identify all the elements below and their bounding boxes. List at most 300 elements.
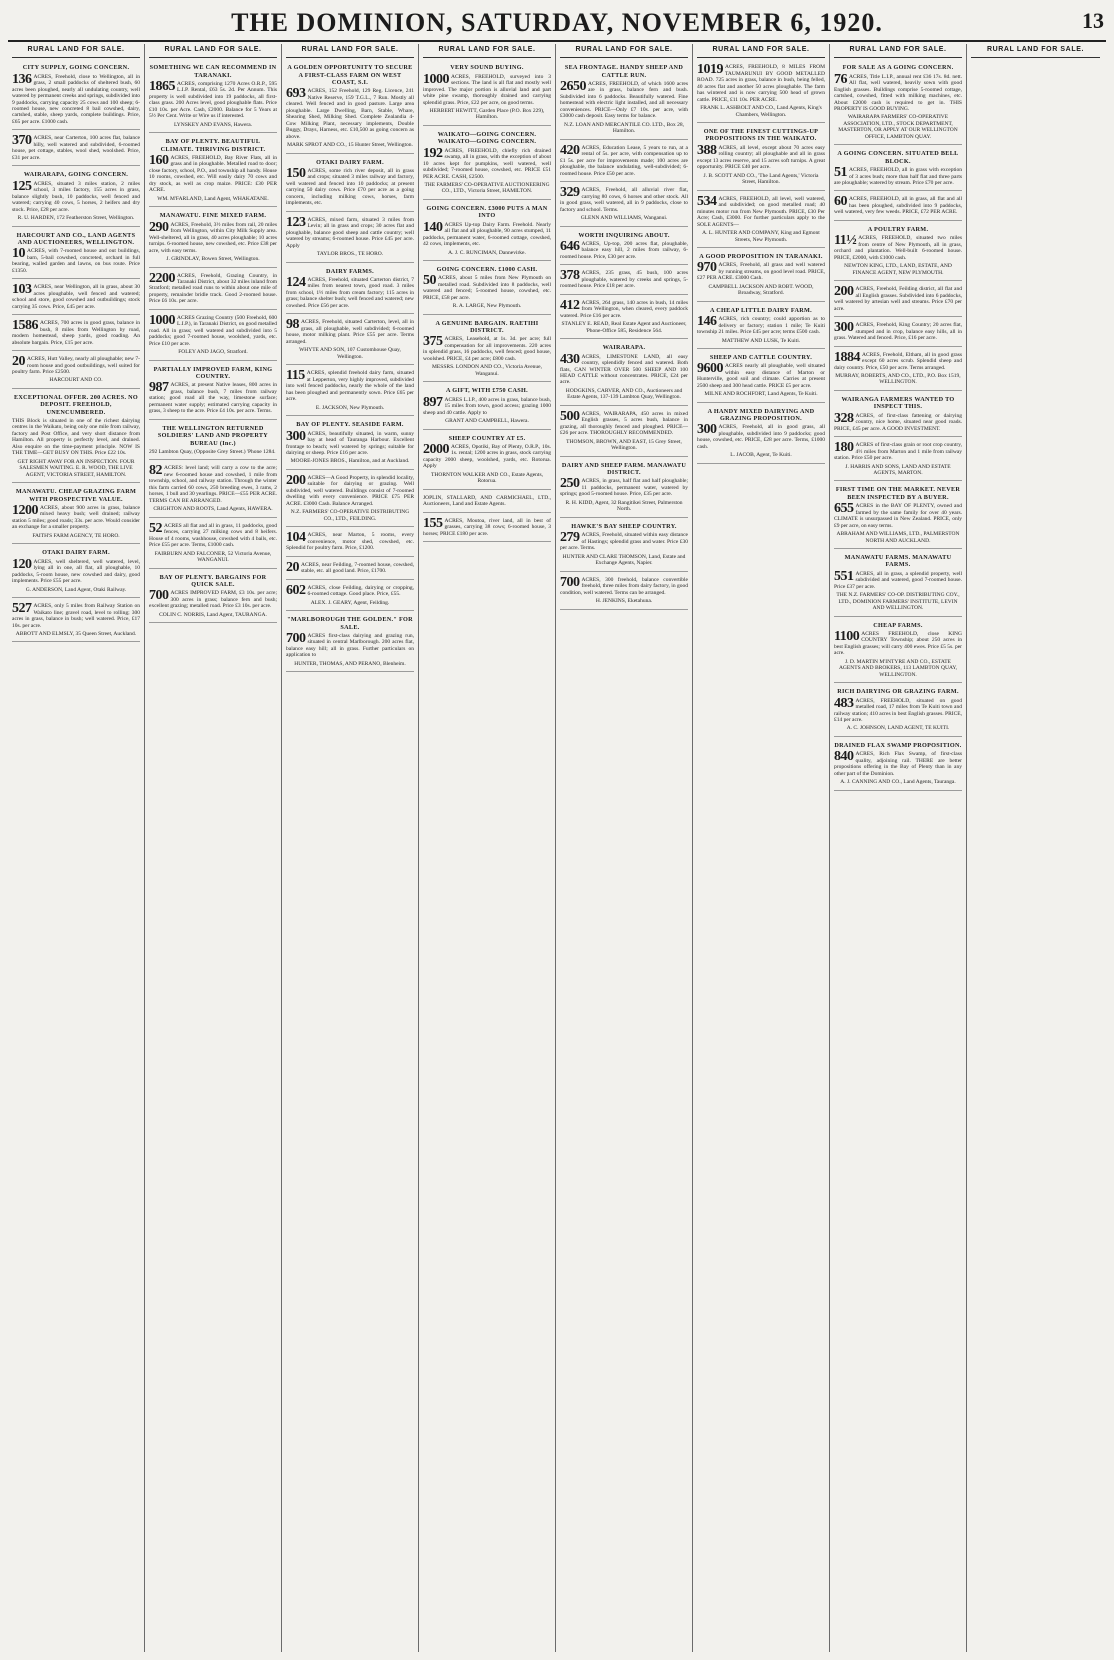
ad-agent: COLIN C. NORRIS, Land Agent, TAURANGA. [159, 611, 267, 618]
ad-text: ACRES, Opotiki, Bay of Plenty, O.R.P., 10s. 1s. rental; 1200 acres in grass, stock carrying capacity 2000 sheep, woolshed, yards, etc. Rotorua. Apply [423, 443, 551, 470]
ad-text: ACRES in the BAY OF PLENTY, owned and farmed by the same family for over 40 years. CLIMATE is unsurpassed in New Zealand. PRICE, only £9 per acre, on easy terms. [834, 503, 962, 529]
ad-text: ACRES, FREEHOLD, situated on good metalled road, 17 miles from Te Kuiti town and railway station; 410 acres in best English grasses. PRICE, £14 per acre. [834, 697, 962, 723]
acreage-figure: 279 [560, 530, 580, 546]
ad-heading: A CHEAP LITTLE DAIRY FARM. [710, 306, 812, 314]
ad-body [834, 503, 962, 529]
acreage-figure: 2200 [149, 270, 175, 286]
acreage-figure: 328 [834, 410, 854, 426]
ad-body [12, 248, 140, 274]
ad-text: ACRES Grazing Country (500 Freehold, 600 L.I.P.), in Taranaki District, on good metalled road. All in grass; well watered and subdivided into 5 paddocks; good 7-roomed house, woolshed, yards, etc. Price £10 per acre. [149, 314, 277, 347]
classified-ad [423, 432, 551, 490]
classified-ad [834, 739, 962, 791]
classified-ad [834, 283, 962, 317]
ad-heading: VERY SOUND BUYING. [450, 64, 524, 72]
ad-body [286, 582, 414, 598]
ad-text: ACRES, beautifully situated, in warm, sunny bay at head of Tauranga Harbour. Excellent frontage to beach; well watered by springs; suitable for dairying or sheep. Price £16 per acre. [286, 430, 414, 456]
acreage-figure: 10 [12, 246, 25, 262]
ad-agent: FAIRBURN AND FALCONER, 52 Victoria Avenue, WANGANUI. [154, 550, 272, 564]
acreage-figure: 483 [834, 695, 854, 711]
classified-ad [560, 341, 688, 406]
ad-text: ACRES, LIMESTONE LAND, all easy country, splendidly fenced and watered. Both flats, CAN WINTER OVER 500 SHEEP AND 100 HEAD CATTLE without concentrates. PRICE, £24 per acre. [560, 353, 688, 386]
classified-ad [834, 619, 962, 684]
column-header: RURAL LAND FOR SALE. [423, 44, 551, 58]
ad-body [423, 145, 551, 180]
ad-body [286, 559, 414, 575]
ad-body [286, 274, 414, 309]
acreage-figure: 646 [560, 238, 580, 254]
ad-text: ACRES first-class dairying and grazing run, situated in central Marlborough. 200 acres flat, balance easy hill; all in grass. Further particulars on application to [286, 632, 414, 659]
ad-text: ACRES, FREEHOLD, chiefly rich drained swamp, all in grass, with the exception of about 10 acres kept for pumpkins, well watered, well subdivided; 7-roomed house, cowshed, etc. PRICE £51 PER ACRE. CASH, £2500. [423, 147, 551, 180]
ad-heading: ONE OF THE FINEST CUTTINGS-UP PROPOSITIONS IN THE WAIKATO. [703, 128, 819, 143]
ad-text: ACRES, of first-class fattening or dairying country, nice home, situated near good roads. PRICE, £45 per acre. A GOOD INVESTMENT. [834, 412, 962, 432]
acreage-figure: 51 [834, 165, 847, 181]
classified-ad [834, 393, 962, 437]
classified-ad [560, 459, 688, 518]
classified-ad [697, 193, 825, 248]
classified-ad [286, 214, 414, 263]
ad-agent: R. U. HARDEN, 172 Featherston Street, Wellington. [17, 215, 135, 222]
ad-text: ACRES, Freehold, all in good grass, all ploughable, subdivided into 9 paddocks; good house, cowshed, etc. PRICE, £28 per acre. Terms, £1000 cash. [697, 424, 825, 450]
ad-text: ACRES, Rich Flax Swamp, of first-class quality, adjoining rail. THERE are better propositions offering in the Bay of Plenty than in any other part of the Dominion. [834, 751, 962, 777]
ad-body [834, 235, 962, 261]
ad-heading: A GIFT, WITH £750 CASH. [446, 387, 528, 395]
ad-heading: FIRST TIME ON THE MARKET. NEVER BEEN INSPECTED BY A BUYER. [835, 486, 961, 501]
acreage-figure: 430 [560, 351, 580, 367]
ad-text: ACRES, FREEHOLD, situated two miles from centre of New Plymouth, all in grass, orchard and plantation. Well-built 6-roomed house. PRICE, £2000, with £1000 cash. [834, 235, 962, 261]
ad-heading: RICH DAIRYING OR GRAZING FARM. [837, 688, 959, 696]
classified-ad [423, 384, 551, 429]
acreage-figure: 115 [286, 368, 305, 384]
ad-heading: BAY OF PLENTY. BARGAINS FOR QUICK SALE. [159, 573, 267, 588]
acreage-figure: 20 [286, 559, 299, 575]
classified-ad [286, 559, 414, 580]
ad-text: ACRES, 300 freehold, balance convertible freehold, three miles from dairy factory, in good condition, well watered. Terms can be arranged. [560, 576, 688, 596]
ad-agent: L. JACOB, Agent, Te Kuiti. [730, 452, 792, 459]
ad-heading: SEA FRONTAGE. HANDY SHEEP AND CATTLE RUN. [564, 64, 684, 79]
ad-text: ACRES, about 5 miles from New Plymouth on metalled road. Subdivided into 8 paddocks, well watered and fenced; 5-roomed house, cowshed, etc. PRICE, £58 per acre. [423, 275, 551, 301]
ad-body [697, 316, 825, 335]
column-4 [419, 44, 556, 1652]
ad-text: ACRES, Freehold, close to Wellington, all in grass, 2 small paddocks of sheltered bush, 60 acres been ploughed, nearly all undulating country, well watered by permanent creeks and springs, subdivided into 9 paddocks, carrying capacity 25 cows and 100 sheep; 6-roomed house, new concreted 8 bail cowshed, dairy, cartshed, stable, sheep yards, complete buildings. Price, £65 per acre. £1000 cash. [12, 73, 140, 125]
ad-agent: THE FARMERS' CO-OPERATIVE AUCTIONEERING CO., LTD., Victoria Street, HAMILTON. [424, 182, 550, 195]
ad-text: ACRES, FREEHOLD, surveyed into 3 sections. The land is all flat and mostly well improved. The major portion is alluvial land and part white pine swamp, thoroughly drained and carrying splendid grass. Price, £22 per acre, on good terms. [423, 73, 551, 106]
classified-ad [286, 61, 414, 153]
ad-agent: J. B. SCOTT AND CO., 'The Land Agents,' Victoria Street, Hamilton. [703, 172, 819, 186]
ad-text: THIS Block is situated in one of the richest dairying centres in the Waikato, being only one mile from railway, factory and Post Office, and very short distance from Hamilton. All property is perfectly level, and drained. Also enquire on the time-payment principle. NOW IS THE TIME—GET BUSY ON THIS. Price £22 10s. [12, 417, 140, 457]
ad-body [834, 628, 962, 657]
ad-agent: WM. M'FARLAND, Land Agent, WHAKATANE. [157, 195, 269, 202]
column-5 [556, 44, 693, 1652]
ad-body [149, 78, 277, 120]
classified-ad [12, 353, 140, 389]
ad-agent: LYNSKEY AND EVANS, Hawera. [173, 121, 253, 128]
classified-ad [12, 61, 140, 130]
ad-agent: CRIGHTON AND ROOTS, Land Agents, HAWERA. [153, 506, 273, 513]
ad-agent: MARK SPROT AND CO., 15 Hunter Street, Wellington. [287, 142, 413, 149]
ad-agent: A. J. C. RUNCIMAN, Dannevirke. [448, 249, 526, 256]
acreage-figure: 76 [834, 71, 847, 87]
acreage-figure: 290 [149, 219, 169, 235]
ad-body [423, 441, 551, 470]
ad-body [12, 284, 140, 310]
acreage-figure: 140 [423, 219, 443, 235]
ad-text: ACRES, Up-top, 200 acres flat, ploughable, balance easy hill, 2 miles from railway, 6-roomed house. Price, £30 per acre. [560, 240, 688, 260]
ad-heading: HARCOURT AND CO., LAND AGENTS AND AUCTIONEERS, WELLINGTON. [16, 231, 136, 246]
acreage-figure: 125 [12, 178, 32, 194]
acreage-figure: 82 [149, 463, 162, 479]
classified-ad [12, 546, 140, 598]
ad-body [286, 472, 414, 507]
ad-text: ACRES, 264 grass, 140 acres in bush, 14 miles from Wellington, when cleared, every paddock watered. Price £16 per acre. [560, 299, 688, 319]
classified-ad [423, 492, 551, 513]
ad-text: ACRES, comprising 1270 Acres O.R.P., 595 L.I.P. Rental, £63 5s. 2d. Per Annum. This property is well subdivided into 19 paddocks, all first-class grass. 200 Acres level, good ploughable flats. Price £10 10s. per Acre. Cash, £2000. Balance for 5 Years at 5½ Per Cent. Write or Wire us if interested. [149, 80, 277, 120]
classified-ad [834, 223, 962, 281]
classified-ad [560, 184, 688, 226]
classified-ad [560, 574, 688, 610]
acreage-figure: 11½ [834, 233, 857, 249]
ad-text: ACRES: level land; will carry a cow to the acre; new 6-roomed house and cowshed, 1 mile from township, school, and railway station. Through the winter this farm carried 60 cows, 250 breeding ewes, 3 rams, 2 horses, 1 bull and 30 yearlings. PRICE—£55 PER ACRE. TERMS CAN BE ARRANGED. [149, 465, 277, 504]
ad-body [286, 88, 414, 140]
ad-agent: CAMPBELL JACKSON AND ROBT. WOOD, Broadway, Stratford. [708, 283, 814, 297]
acreage-figure: 200 [834, 284, 854, 300]
acreage-figure: 1000 [149, 312, 175, 328]
ad-heading: DAIRY FARMS. [325, 267, 375, 275]
acreage-figure: 329 [560, 185, 580, 201]
acreage-figure: 60 [834, 194, 847, 210]
classified-ad [286, 472, 414, 527]
ad-body [12, 178, 140, 213]
acreage-figure: 378 [560, 268, 580, 284]
classified-ad [423, 317, 551, 383]
ad-body [560, 532, 688, 551]
classified-ad [560, 61, 688, 140]
ad-heading: MANAWATU. CHEAP GRAZING FARM WITH PROSPECTIVE VALUE. [15, 488, 137, 503]
acreage-figure: 500 [560, 408, 580, 424]
acreage-figure: 897 [423, 394, 443, 410]
classified-ad [286, 582, 414, 611]
column-3 [282, 44, 419, 1652]
acreage-figure: 300 [697, 422, 717, 438]
classified-ad [697, 61, 825, 123]
ad-body [149, 590, 277, 609]
ad-agent: WAIRARAPA FARMERS' CO-OPERATIVE ASSOCIATION, LTD., STOCK DEPARTMENT, MASTERTON, OR APPLY AT OUR WELLINGTON OFFICE, LAMBTON QUAY. [838, 114, 958, 140]
ad-body [286, 370, 414, 402]
column-header: RURAL LAND FOR SALE. [697, 44, 825, 58]
ad-agent: R. A. LARGE, New Plymouth. [452, 303, 522, 310]
classified-ad [286, 367, 414, 416]
ad-body [286, 165, 414, 207]
classified-ad [286, 529, 414, 556]
ad-heading: GOING CONCERN. £3000 PUTS A MAN INTO [426, 204, 548, 220]
acreage-figure: 180 [834, 440, 854, 456]
ad-heading: SHEEP AND CATTLE COUNTRY. [709, 354, 813, 362]
ad-body [286, 630, 414, 659]
acreage-figure: 700 [149, 588, 169, 604]
ad-body [149, 270, 277, 305]
classified-ad [12, 485, 140, 544]
column-header: RURAL LAND FOR SALE. [560, 44, 688, 58]
ad-text: ACRES Up-top Dairy Farm. Freehold. Nearly all flat and all ploughable, 90 acres stumped, 11 paddocks, permanent water, 6-roomed cottage, cowshed, 42 cows, implements, etc. [423, 221, 551, 248]
ad-agent: GRANT AND CAMPBELL, Hawera. [445, 418, 529, 425]
classified-ad [12, 600, 140, 642]
classified-ad [149, 135, 277, 207]
ad-text: ACRES, 700 acres in good grass, balance in bush, 8 miles from Wellington by road, modern homestead, sheep yards, good roading. An absolute bargain. Price, £15 per acre. [12, 320, 140, 346]
ad-text: ACRES, only 5 miles from Railway Station on Waikato line; gravel road, level to rolling; 300 acres in grass, balance in bush; well watered. Price, £17 10s. per acre. [12, 603, 140, 629]
ad-body [697, 142, 825, 171]
acreage-figure: 527 [12, 601, 32, 617]
ad-text: ACRES, Freehold, King Country; 20 acres flat, stumped and in crop, balance easy hills, all in grass. Watered and fenced. Price, £16 per acre. [834, 322, 962, 342]
ad-text: ACRES, FREEHOLD, Bay River Flats, all in grass and in ploughable. Metalled road to door; close factory, school, P.O., and township all handy. House 10 rooms, cowshed, etc. Will easily dairy 70 cows and dry stock, as well as crop maize. PRICE: £30 PER ACRE. [149, 154, 277, 194]
classified-ad [149, 270, 277, 310]
ad-heading: MANAWATU FARMS. MANAWATU FARMS. [844, 554, 952, 569]
classified-ad [12, 391, 140, 483]
ad-text: ACRES, FREEHOLD, 8 MILES FROM TAUMARUNUI BY GOOD METALLED ROAD. 725 acres in grass, balance in bush, being felled, 40 acres flat and another 50 acres ploughable. The farm has wintered and is now carrying 500 head of grown cattle. PRICE, £11 10s. PER ACRE. [697, 64, 825, 103]
classified-ad [834, 61, 962, 145]
classified-ad [423, 128, 551, 200]
ad-agent: A. J. CANNING AND CO., Land Agents, Tauranga. [840, 779, 956, 786]
ad-text: ACRES, 152 Freehold, 129 Reg. Licence, 241 Native Reserve, 159 T.G.L., 7 Run. Mostly all cleared. Well fenced and in good pasture. Large area ploughable. Large Dwelling, Barn, Stable, Whare, Shearing Shed, Milking Shed. Complete Zealandia 4-Cow Milking Plant, necessary implements, Double Buggy, Drays, Harness, etc. £10,500 as going concern as above. [286, 88, 414, 140]
ad-text: ACRES, splendid freehold dairy farm, situated at Lepperton, very highly improved, subdivided into well fenced paddocks, nearly the whole of the land has been ploughed and permanently sown. Price £65 per acre. [286, 370, 414, 403]
column-header: RURAL LAND FOR SALE. [149, 44, 277, 58]
classified-ad [834, 349, 962, 391]
ad-body [12, 356, 140, 375]
ad-body [834, 167, 962, 186]
classified-ad [560, 297, 688, 339]
ad-heading: WAIRANGA FARMERS WANTED TO INSPECT THIS. [841, 395, 955, 411]
ad-body [12, 556, 140, 585]
ad-agent: N.Z. LOAN AND MERCANTILE CO. LTD., Box 28, Hamilton. [563, 121, 685, 135]
ad-heading: EXCEPTIONAL OFFER. 200 ACRES. NO DEPOSIT. FREEHOLD, UNENCUMBERED. [13, 393, 139, 416]
ad-text: ACRES, mixed farm, situated 3 miles from Levin; all in grass and crops; 30 acres flat and ploughable, balance good sheep and cattle country; well watered by streams; 6-roomed house. Price £45 per acre. Apply [286, 216, 414, 249]
ad-heading: BAY OF PLENTY. BEAUTIFUL CLIMATE. THRIVING DISTRICT. [160, 138, 266, 153]
acreage-figure: 50 [423, 273, 436, 289]
ad-text: ACRES, with 7-roomed house and out buildings, barn, 5-bail cowshed, concreted, orchard in full bearing, walled garden and lawns, on bus route. Price £1350. [12, 248, 140, 274]
newspaper-title: THE DOMINION, SATURDAY, NOVEMBER 6, 1920. [231, 8, 883, 37]
classified-ad [834, 439, 962, 481]
ad-heading: WAIKATO—GOING CONCERN. WAIKATO—GOING CONCERN. [437, 130, 537, 146]
ad-body [560, 297, 688, 319]
ad-text: ACRES, WAIRARAPA, 450 acres in mixed English grasses, 5 acres bush, balance in grazing, all thoroughly fenced and ploughed. PRICE—£26 per acre. THOROUGHLY RECOMMENDED. [560, 410, 688, 437]
acreage-figure: 1200 [12, 502, 38, 518]
ad-text: ACRES, Moutoa, river land, all in best of grasses, carrying 38 cows; 6-roomed house, 3 horses; PRICE £180 per acre. [423, 517, 551, 537]
classified-ad [286, 316, 414, 365]
ad-text: ACRES of first-class grain or root crop country, 4½ miles from Marton and 1 mile from railway station. Price £50 per acre. [834, 442, 962, 462]
ad-agent: THOMSON, BROWN, AND EAST, 15 Grey Street, Wellington. [566, 438, 682, 452]
ad-text: ACRES, rich country; could apportion as to delivery or factory; station 1 mile; Te Kuiti township 21 miles. Price £45 per acre; terms £500 cash. [697, 316, 825, 336]
ad-body [834, 349, 962, 371]
acreage-figure: 700 [560, 574, 580, 590]
ad-text: ACRES, situated 3 miles station, 2 miles school, 3 miles factory, 155 acres in grass, balance slightly bush, 10 paddocks, well fenced and watered; carrying 40 cows, 5 horses, 2 heifers and dry stock. Price, £28 per acre. [12, 180, 140, 213]
ad-body [149, 465, 277, 504]
ad-agent: HODGKINS, CARVER, AND CO., Auctioneers and Estate Agents, 137-139 Lambton Quay, Wellington. [565, 387, 683, 401]
masthead [8, 6, 1106, 42]
ad-text: ACRES, all level, except about 70 acres easy rolling country; all ploughable and all in grass except 13 acres reserve, and 15 acres soft turnips. A great opportunity. PRICE £40 per acre. [697, 144, 825, 171]
acreage-figure: 52 [149, 520, 162, 536]
ad-body [697, 193, 825, 228]
classified-ad [286, 418, 414, 470]
ad-body [423, 275, 551, 301]
classified-ad [834, 685, 962, 737]
ad-body [834, 286, 962, 312]
acreage-figure: 693 [286, 86, 306, 102]
ad-text: ACRES, FREEHOLD, all in grass with exception of 3 acres bush; more than half flat and three parts are ploughable; watered by stream. Price £70 per acre. [834, 167, 962, 186]
acreage-figure: 1884 [834, 349, 860, 365]
ad-text: ACRES all flat and all in grass, 11 paddocks, good fences, carrying 27 milking cows and 8 heifers. House of 4 rooms, washhouse, cowshed with 4 bails, etc. Price £55 per acre. Terms, £1000 cash. [149, 522, 277, 549]
classified-ad [12, 132, 140, 166]
ad-body [834, 71, 962, 113]
column-header: RURAL LAND FOR SALE. [971, 44, 1100, 58]
ad-text: ACRES, at present Native leases, 800 acres in grass, balance bush, 7 miles from railway station; good road all the way, limestone surface; permanent water supply; estimated carrying capacity in grass, 3 sheep to the acre. Price £4 10s. per acre. Terms. [149, 382, 277, 415]
ad-text: ACRES, all in grass, a splendid property, well subdivided and watered, good 7-roomed house. Price £37 per acre. [834, 570, 962, 590]
ad-body [286, 319, 414, 345]
ad-body [834, 322, 962, 341]
ad-body [697, 262, 825, 281]
ad-heading: SHEEP COUNTRY AT £5. [448, 434, 526, 442]
ad-body [286, 428, 414, 457]
classified-ad [423, 61, 551, 126]
ad-body [423, 219, 551, 248]
ad-agent: GLENN AND WILLIAMS, Wanganui. [580, 215, 668, 222]
acreage-figure: 2650 [560, 78, 586, 94]
acreage-figure: 1000 [423, 71, 449, 87]
column-7 [830, 44, 967, 1652]
ad-body [423, 394, 551, 416]
acreage-figure: 534 [697, 193, 717, 209]
classified-ad [12, 317, 140, 351]
ad-body [834, 442, 962, 461]
ad-body [560, 351, 688, 386]
ad-heading: MANAWATU. FINE MIXED FARM. [159, 212, 267, 220]
acreage-figure: 370 [12, 133, 32, 149]
classified-ad [834, 147, 962, 191]
ad-text: ACRES, Freehold, situated within easy distance of Hastings; splendid grass and water. Price £30 per acre. Terms. [560, 532, 688, 552]
column-header: RURAL LAND FOR SALE. [834, 44, 962, 58]
ad-heading: "MARLBOROUGH THE GOLDEN." FOR SALE. [287, 616, 413, 631]
ad-body [560, 270, 688, 289]
ad-agent: J. HARRIS AND SONS, LAND AND ESTATE AGENTS, MARTON. [845, 463, 951, 476]
ad-heading: PARTIALLY IMPROVED FARM, KING COUNTRY. [153, 365, 273, 381]
ad-heading: GOING CONCERN. £1000 CASH. [436, 266, 538, 274]
ad-text: ACRES, Freehold, situated Carterton district, 7 miles from nearest town, good road. 3 miles from school, 1½ miles from cream factory; 115 acres in grass; balance shelter bush; well fenced and watered; new cowshed. Price £56 per acre. [286, 276, 414, 309]
ad-agent: HUNTER AND CLARE THOMSON, Land, Estate and Exchange Agents, Napier. [562, 553, 686, 567]
ad-body [423, 336, 551, 362]
acreage-figure: 840 [834, 749, 854, 765]
ad-text: ACRES, near Carterton, 100 acres flat, balance hilly, well watered and subdivided, 6-roomed house, pet cottage, stables, wool shed, woolshed. Price, £31 per acre. [12, 135, 140, 161]
classified-ad [697, 351, 825, 403]
acreage-figure: 136 [12, 71, 32, 87]
classified-ad [423, 202, 551, 261]
ad-body [834, 751, 962, 777]
ad-heading: OTAKI DAIRY FARM. [42, 549, 110, 557]
ad-agent: G. ANDERSON, Land Agent, Otaki Railway. [25, 586, 127, 593]
acreage-figure: 1865 [149, 78, 175, 94]
ad-body [560, 408, 688, 437]
acreage-figure: 655 [834, 501, 854, 517]
ad-agent: MATTHEW AND LUSK, Te Kuiti. [721, 337, 801, 344]
acreage-figure: 1019 [697, 62, 723, 78]
ad-agent: H. JENKINS, Eketahuna. [595, 598, 653, 605]
ad-heading: A GOING CONCERN. SITUATED BELL BLOCK. [837, 150, 959, 165]
ad-body [149, 219, 277, 254]
ad-text: ACRES, Freehold, all alluvial river flat, carrying 80 cows, 6 horses and other stock. All in good grass, well watered, all in 9 paddocks, close to factory and school. Terms. [560, 187, 688, 213]
acreage-figure: 2000 [423, 441, 449, 457]
ad-body [149, 152, 277, 194]
ad-agent: R. H. KIDD, Agent, 32 Rangitikei Street, Palmerston North. [565, 499, 683, 513]
classified-ad [834, 193, 962, 220]
classified-ad [286, 265, 414, 315]
ad-text: ACRES, well sheltered, well watered, level, lying all in one, all flat, all ploughable, 10 paddocks, 5-room house, new cowshed and dairy, good implements. Price £55 per acre. [12, 558, 140, 585]
ad-body [286, 214, 414, 249]
ad-body [834, 196, 962, 215]
ad-text: JOPLIN, STALLARD, AND CARMICHAEL, LTD., Auctioneers, Land and Estate Agents. [423, 494, 551, 508]
ad-heading: CHEAP FARMS. [873, 621, 923, 629]
ad-text: ACRES, Freehold, 3½ miles from rail, 20 miles from Wellington, within City Milk Supply area. Well-sheltered, all in grass, 40 acres ploughable; 10 acres turnips. 6-roomed house, new cowshed, etc. Price £38 per acre, with easy terms. [149, 221, 277, 254]
ad-text: ACRES, FREEHOLD, of which 1600 acres are in grass, balance fern and bush. Subdivided into 6 paddocks. Beautifully watered. Fine homestead with electric light installed, and all necessary conveniences. PRICE—Only £7 10s. per acre, with £3000 cash deposit. Easy terms for balance. [560, 80, 688, 120]
ad-agent: A. C. JOHNSON, LAND AGENT, TE KUITI. [846, 725, 950, 732]
ad-body [834, 568, 962, 590]
ad-heading: OTAKI DAIRY FARM. [316, 158, 384, 166]
classified-ad [12, 229, 140, 280]
ad-body [560, 238, 688, 260]
acreage-figure: 146 [697, 314, 717, 330]
ad-heading: A GENUINE BARGAIN. RAETIHI DISTRICT. [435, 319, 539, 335]
classified-ad [560, 520, 688, 572]
classified-ad [12, 281, 140, 315]
ad-agent: A. L. HUNTER AND COMPANY, King and Egmont Streets, New Plymouth. [702, 230, 820, 243]
ad-agent: TAYLOR BROS., TE HORO. [316, 251, 384, 258]
classified-ad [834, 483, 962, 549]
acreage-figure: 120 [12, 556, 32, 572]
ad-text: ACRES IMPROVED FARM, £3 10s. per acre; 300 acres in grass; balance fern and bush; excellent grazing; metalled road. Price £3 10s. per acre. [149, 590, 277, 610]
acreage-figure: 700 [286, 630, 306, 646]
classified-ad [149, 422, 277, 460]
acreage-figure: 602 [286, 582, 306, 598]
classified-ad [423, 515, 551, 542]
classified-ad [286, 613, 414, 672]
acreage-figure: 375 [423, 334, 443, 350]
ad-heading: A HANDY MIXED DAIRYING AND GRAZING PROPOSITION. [707, 407, 815, 423]
ad-text: ACRES, near Feilding, 7-roomed house, cowshed, stable, etc. all good land. Price, £1700. [301, 561, 414, 575]
classified-ad [149, 312, 277, 361]
ad-body [423, 515, 551, 537]
ad-agent: MURRAY, ROBERTS, AND CO., LTD., P.O. Box 1519, WELLINGTON. [835, 373, 961, 386]
acreage-figure: 412 [560, 297, 580, 313]
classified-ad [697, 304, 825, 349]
acreage-figure: 551 [834, 568, 854, 584]
ad-body [149, 382, 277, 414]
ad-text: ACRES, Freehold, situated Carterton, level, all in grass, all ploughable, well subdivided; 6-roomed house, motor milking plant. Price £55 per acre. Terms arranged. [286, 319, 414, 345]
acreage-figure: 20 [12, 354, 25, 370]
ad-text: ACRES, Title L.I.P., annual rent £36 17s. 8d. nett. All flat, well watered, heavily sown with good English grasses. Buildings comprise 5-roomed cottage, cartshed, cowshed, fitted with milking machines, etc. About £2000 cash is required to get in. THIS PROPERTY IS GOOD BUYING. [834, 73, 962, 112]
ad-text: ACRES, Leasehold, at 1s. 3d. per acre; full compensation for all improvements. 220 acres in splendid grass, 16 paddocks, well fenced; good house, woolshed. PRICE, £4 per acre; £800 cash. [423, 336, 551, 362]
ad-agent: N.Z. FARMERS' CO-OPERATIVE DISTRIBUTING CO., LTD., FEILDING. [290, 509, 410, 522]
ad-text: 292 Lambton Quay, (Opposite Grey Street.) 'Phone 1284. [149, 448, 276, 455]
ad-body [423, 495, 551, 508]
classified-ad [560, 229, 688, 266]
ad-heading: THE WELLINGTON RETURNED SOLDIERS' LAND AND PROPERTY BUREAU (Inc.) [157, 424, 269, 447]
ad-heading: CITY SUPPLY, GOING CONCERN. [22, 64, 130, 72]
ad-text: ACRES, Freehold, all grass and well watered by running streams, on good level road. PRICE, £27 PER ACRE. £3000 Cash. [697, 262, 825, 282]
ad-agent: MOORE-JONES BROS., Hamilton, and at Auckland. [290, 458, 410, 465]
classified-ad [697, 125, 825, 191]
ad-body [697, 64, 825, 103]
ad-agent: HUNTER, THOMAS, AND PERANO, Blenheim. [294, 660, 406, 667]
ad-body [560, 78, 688, 120]
classified-ad [149, 520, 277, 569]
ad-body [560, 187, 688, 213]
ad-text: ACRES, near Marton, 5 rooms, every convenience, motor shed, cowshed, etc. Splendid for poultry farm. Price, £1200. [286, 532, 414, 552]
ad-heading: DAIRY AND SHEEP FARM. MANAWATU DISTRICT. [561, 461, 687, 477]
